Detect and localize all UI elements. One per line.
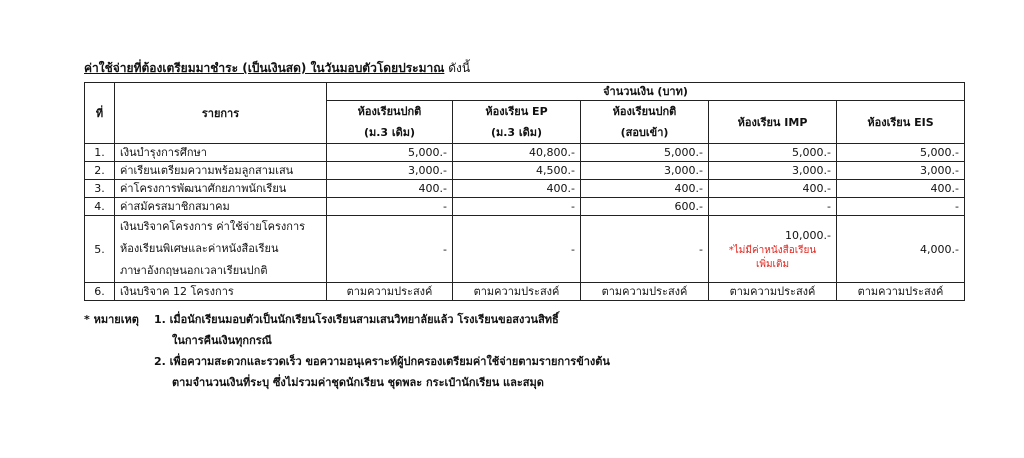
note-2-line2: ตามจำนวนเงินที่ระบุ ซึ่งไม่รวมค่าชุดนักเรียน ชุดพละ กระเป๋านักเรียน และสมุด	[172, 376, 544, 389]
col-no-header: ที่	[85, 83, 115, 144]
note-1-line2: ในการคืนเงินทุกกรณี	[172, 334, 272, 347]
class-header-4: ห้องเรียน IMP	[709, 101, 837, 144]
table-row-6	[85, 283, 965, 301]
cell-value: 400.-	[327, 180, 453, 198]
cell-value: ตามความประสงค์	[453, 283, 581, 301]
class-header-3-line1: ห้องเรียนปกติ	[612, 105, 677, 118]
row-item: เงินบำรุงการศึกษา	[115, 144, 327, 162]
class-header-2-line1: ห้องเรียน EP	[485, 105, 548, 118]
heading	[84, 60, 974, 78]
cell-value: 5,000.-	[837, 144, 965, 162]
table-row	[85, 144, 965, 162]
row-no: 6.	[85, 283, 115, 301]
cell-value: 5,000.-	[581, 144, 709, 162]
class-header-2	[453, 101, 581, 144]
row-item-line1: เงินบริจาคโครงการ ค่าใช้จ่ายโครงการ	[120, 220, 306, 233]
row-item-line3: ภาษาอังกฤษนอกเวลาเรียนปกติ	[120, 264, 268, 277]
cell-value: ตามความประสงค์	[581, 283, 709, 301]
heading-title: ค่าใช้จ่ายที่ต้องเตรียมมาชำระ (เป็นเงินสด) ในวันมอบตัวโดยประมาณ	[84, 61, 445, 75]
cell-value: 400.-	[581, 180, 709, 198]
heading-tail: ดังนี้	[448, 61, 471, 75]
note-1-line2-wrap	[84, 330, 974, 351]
cell-value: -	[709, 198, 837, 216]
cell-value: 5,000.-	[327, 144, 453, 162]
cell-value: ตามความประสงค์	[837, 283, 965, 301]
cell-value: ตามความประสงค์	[709, 283, 837, 301]
note-2	[84, 351, 974, 372]
cell-value: -	[837, 198, 965, 216]
table-row	[85, 198, 965, 216]
table-row	[85, 162, 965, 180]
class-header-1-line2: (ม.3 เดิม)	[363, 126, 416, 139]
class-header-3-line2: (สอบเข้า)	[620, 126, 669, 139]
cell-value: 600.-	[581, 198, 709, 216]
class-header-1	[327, 101, 453, 144]
row-no: 1.	[85, 144, 115, 162]
note-2-line1: 2. เพื่อความสะดวกและรวดเร็ว ขอความอนุเคราะห์ผู้ปกครองเตรียมค่าใช้จ่ายตามรายการข้างต้น	[154, 355, 610, 368]
row-no: 5.	[85, 216, 115, 283]
row-item: ค่าสมัครสมาชิกสมาคม	[115, 198, 327, 216]
class-header-5: ห้องเรียน EIS	[837, 101, 965, 144]
note-1	[84, 309, 974, 330]
col-item-header: รายการ	[115, 83, 327, 144]
fees-table	[84, 82, 965, 301]
table-row-5	[85, 216, 965, 283]
notes-label: * หมายเหตุ	[84, 313, 139, 326]
cell-value: 3,000.-	[581, 162, 709, 180]
cell-value: -	[327, 216, 453, 283]
cell-value: 3,000.-	[837, 162, 965, 180]
cell-value: -	[327, 198, 453, 216]
note-2-line2-wrap	[84, 372, 974, 393]
cell-value: ตามความประสงค์	[327, 283, 453, 301]
cell-value: 3,000.-	[709, 162, 837, 180]
class-header-2-line2: (ม.3 เดิม)	[490, 126, 543, 139]
imp-value: 10,000.-	[785, 228, 831, 242]
row-item	[115, 216, 327, 283]
cell-value: 400.-	[709, 180, 837, 198]
amount-header: จำนวนเงิน (บาท)	[327, 83, 965, 101]
imp-note-line1: *ไม่มีค่าหนังสือเรียน	[728, 244, 817, 256]
cell-value: -	[453, 216, 581, 283]
row-item-line2: ห้องเรียนพิเศษและค่าหนังสือเรียน	[120, 242, 279, 255]
row-item: ค่าเรียนเตรียมความพร้อมลูกสามเสน	[115, 162, 327, 180]
cell-value: 40,800.-	[453, 144, 581, 162]
cell-value: -	[453, 198, 581, 216]
table-row	[85, 180, 965, 198]
cell-value: 4,500.-	[453, 162, 581, 180]
notes	[84, 309, 974, 393]
class-header-1-line1: ห้องเรียนปกติ	[357, 105, 422, 118]
row-item: ค่าโครงการพัฒนาศักยภาพนักเรียน	[115, 180, 327, 198]
cell-value: 400.-	[453, 180, 581, 198]
note-1-line1: 1. เมื่อนักเรียนมอบตัวเป็นนักเรียนโรงเรียนสามเสนวิทยาลัยแล้ว โรงเรียนขอสงวนสิทธิ์	[154, 313, 559, 326]
row-item: เงินบริจาค 12 โครงการ	[115, 283, 327, 301]
cell-value: 400.-	[837, 180, 965, 198]
row-no: 3.	[85, 180, 115, 198]
cell-value: -	[581, 216, 709, 283]
class-header-3	[581, 101, 709, 144]
cell-value: 5,000.-	[709, 144, 837, 162]
document	[84, 60, 974, 393]
imp-note-line2: เพิ่มเติม	[755, 258, 790, 270]
cell-value: 4,000.-	[837, 216, 965, 283]
cell-value-imp	[709, 216, 837, 283]
row-no: 2.	[85, 162, 115, 180]
cell-value: 3,000.-	[327, 162, 453, 180]
row-no: 4.	[85, 198, 115, 216]
